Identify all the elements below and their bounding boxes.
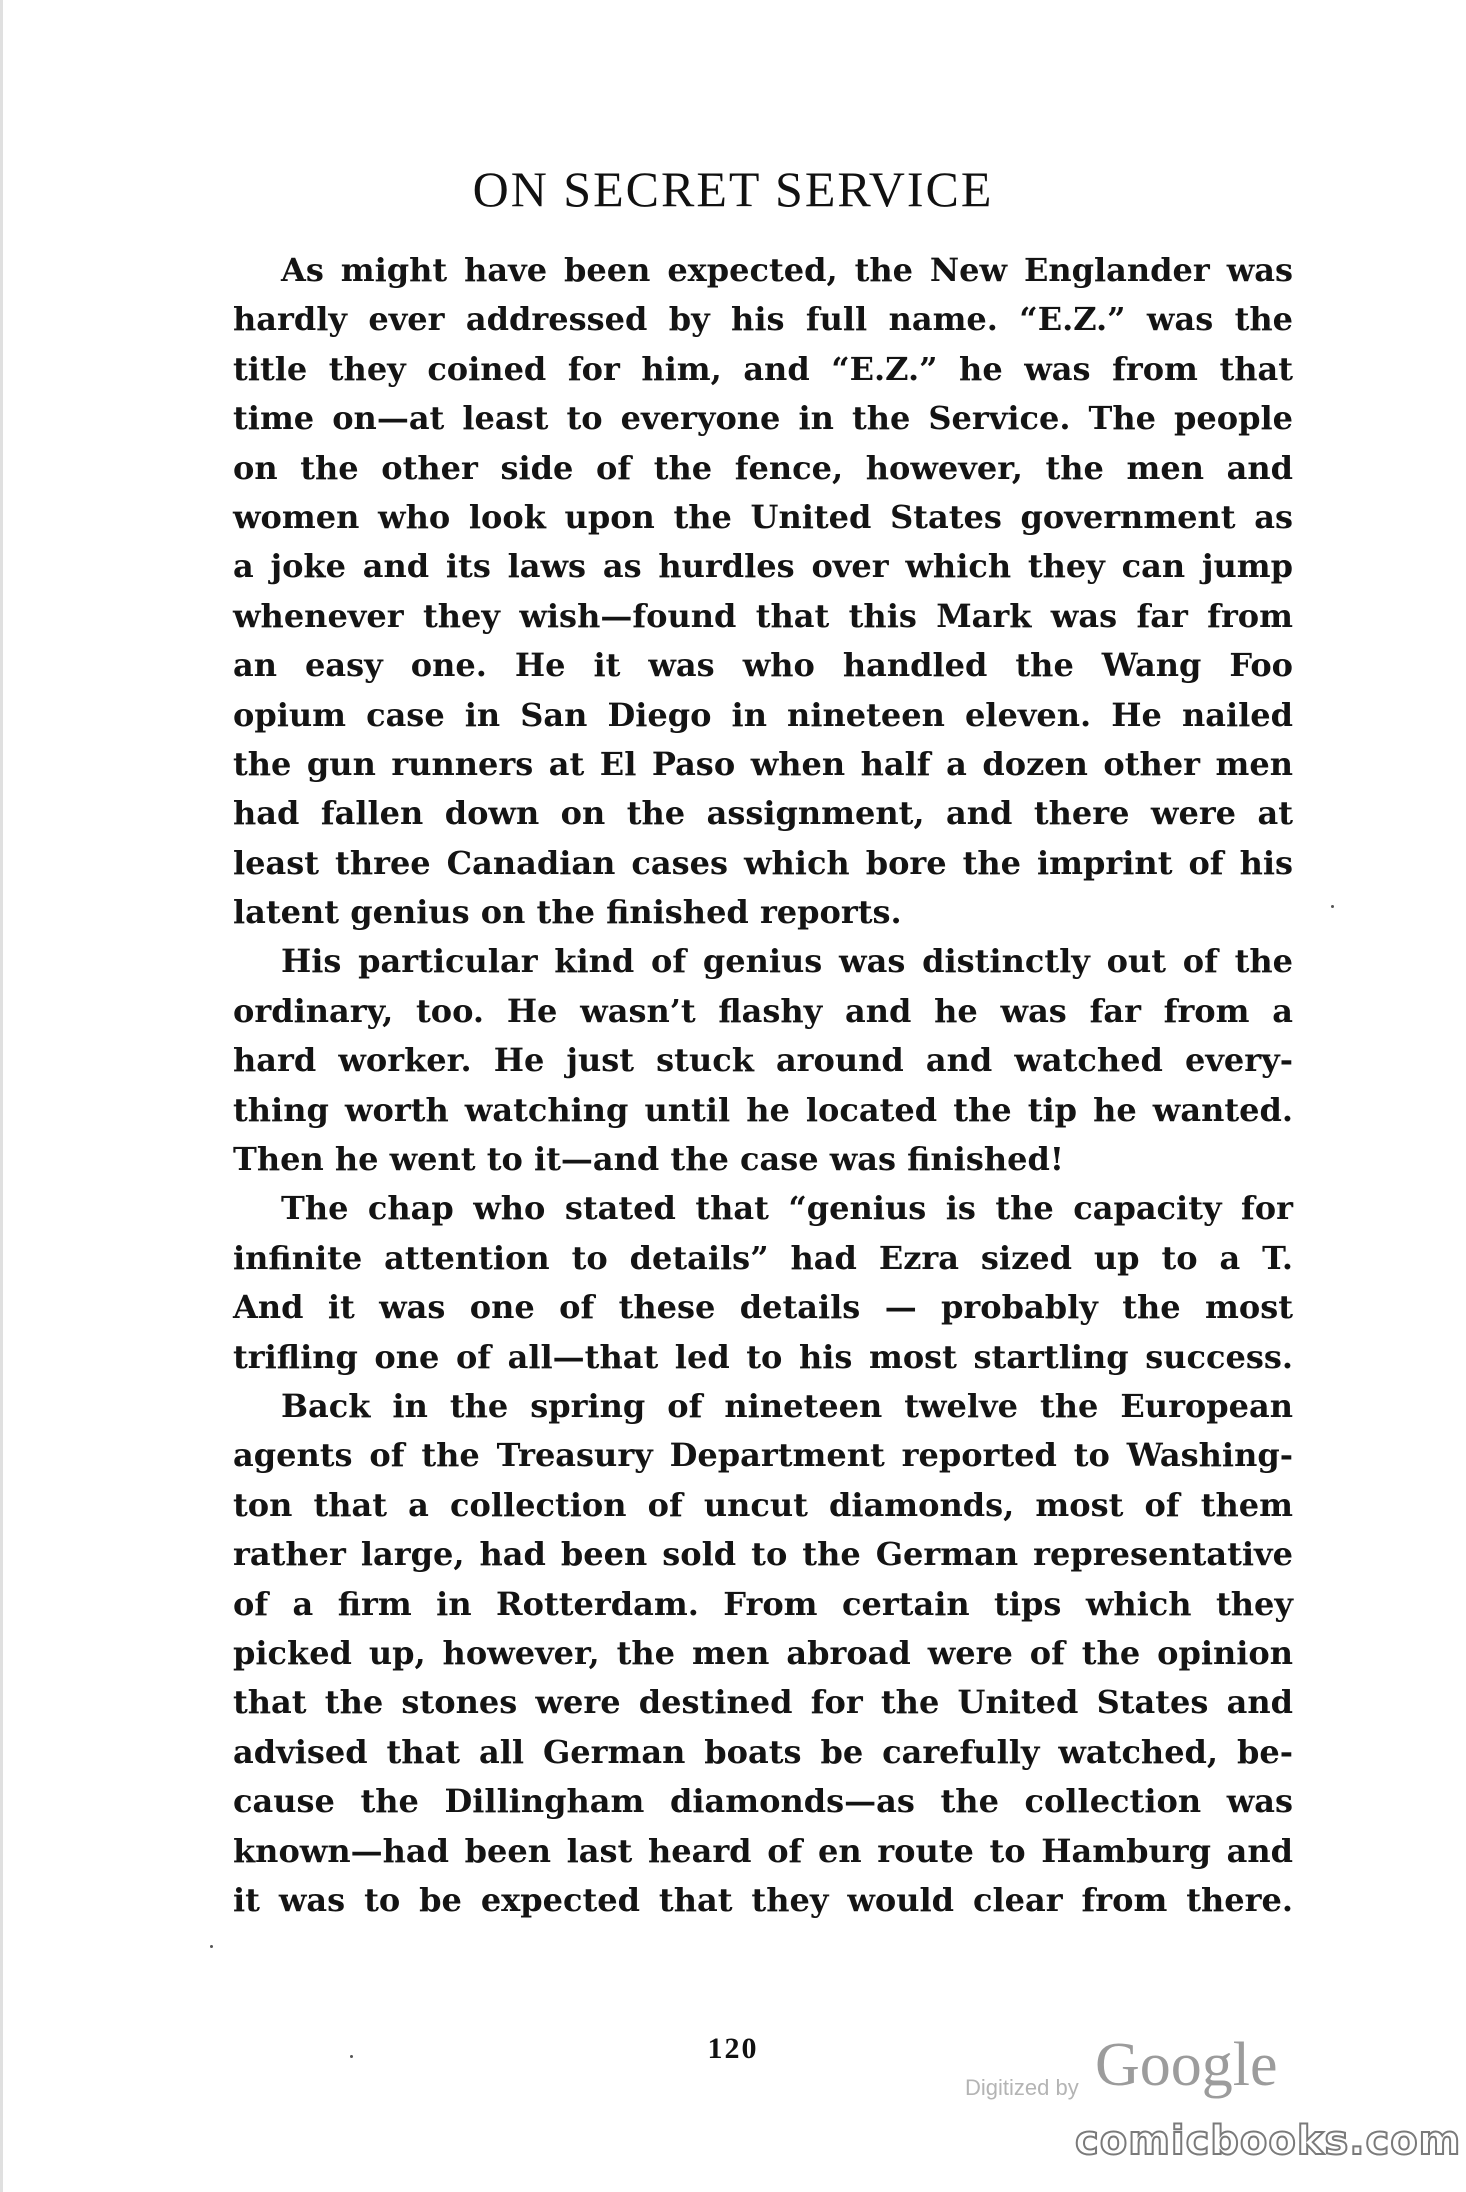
page-edge: [0, 0, 3, 2192]
text-line: The chap who stated that “genius is the capacity for: [281, 1189, 1293, 1228]
text-line: picked up, however, the men abroad were of the opinion: [233, 1633, 1293, 1672]
text-line: whenever they wish—found that this Mark was far from: [233, 596, 1293, 635]
text-line: an easy one. He it was who handled the Wang Foo: [233, 646, 1293, 685]
text-line: time on—at least to everyone in the Service. The people: [233, 399, 1293, 438]
text-line: a joke and its laws as hurdles over which they can jump: [233, 547, 1293, 586]
text-line: known—had been last heard of en route to Hamburg and: [233, 1831, 1293, 1870]
paper-speck: [1331, 905, 1334, 908]
text-line: least three Canadian cases which bore the imprint of his: [233, 843, 1293, 882]
text-line: had fallen down on the assignment, and there were at: [233, 794, 1293, 833]
text-line: thing worth watching until he located the tip he wanted.: [233, 1090, 1293, 1129]
text-line: ton that a collection of uncut diamonds, most of them: [233, 1485, 1293, 1524]
digitized-by-text: Digitized by: [965, 2075, 1079, 2100]
text-line: Back in the spring of nineteen twelve the European: [281, 1386, 1293, 1425]
paper-speck: [350, 2055, 353, 2058]
google-watermark: [965, 2030, 1278, 2100]
site-watermark: comicbooks.com: [1075, 2118, 1462, 2164]
text-line: women who look upon the United States government as: [233, 497, 1293, 536]
body-text: [233, 246, 1293, 1925]
page-number: 120: [707, 2032, 759, 2065]
google-logo: Google: [1095, 2031, 1278, 2099]
text-line: trifling one of all—that led to his most startling success.: [233, 1337, 1293, 1376]
text-line: agents of the Treasury Department reported to Washing-: [233, 1436, 1293, 1475]
text-line: ordinary, too. He wasn’t flashy and he was far from a: [233, 991, 1293, 1030]
text-line: And it was one of these details — probably the most: [233, 1288, 1293, 1327]
text-line: As might have been expected, the New Englander was: [281, 251, 1293, 289]
text-line: it was to be expected that they would clear from there.: [233, 1880, 1293, 1919]
text-line: on the other side of the fence, however, the men and: [233, 448, 1293, 487]
text-line: advised that all German boats be carefully watched, be-: [233, 1732, 1293, 1771]
text-line: of a firm in Rotterdam. From certain tips which they: [233, 1584, 1293, 1623]
text-line: hard worker. He just stuck around and watched every-: [233, 1041, 1293, 1080]
text-line: the gun runners at El Paso when half a dozen other men: [233, 744, 1293, 783]
text-line: infinite attention to details” had Ezra sized up to a T.: [233, 1238, 1293, 1277]
text-line: title they coined for him, and “E.Z.” he was from that: [233, 349, 1293, 388]
text-line: opium case in San Diego in nineteen eleven. He nailed: [233, 695, 1293, 734]
text-line: that the stones were destined for the United States and: [233, 1683, 1293, 1722]
text-line: latent genius on the finished reports.: [233, 893, 902, 932]
text-line: cause the Dillingham diamonds—as the collection was: [233, 1782, 1293, 1821]
running-head: ON SECRET SERVICE: [472, 161, 994, 217]
text-line: hardly ever addressed by his full name. “E.Z.” was the: [233, 300, 1293, 339]
text-line: Then he went to it—and the case was finished!: [233, 1140, 1064, 1179]
text-line: His particular kind of genius was distinctly out of the: [281, 942, 1293, 981]
text-line: rather large, had been sold to the German representative: [233, 1535, 1293, 1574]
paper-speck: [210, 1945, 213, 1948]
